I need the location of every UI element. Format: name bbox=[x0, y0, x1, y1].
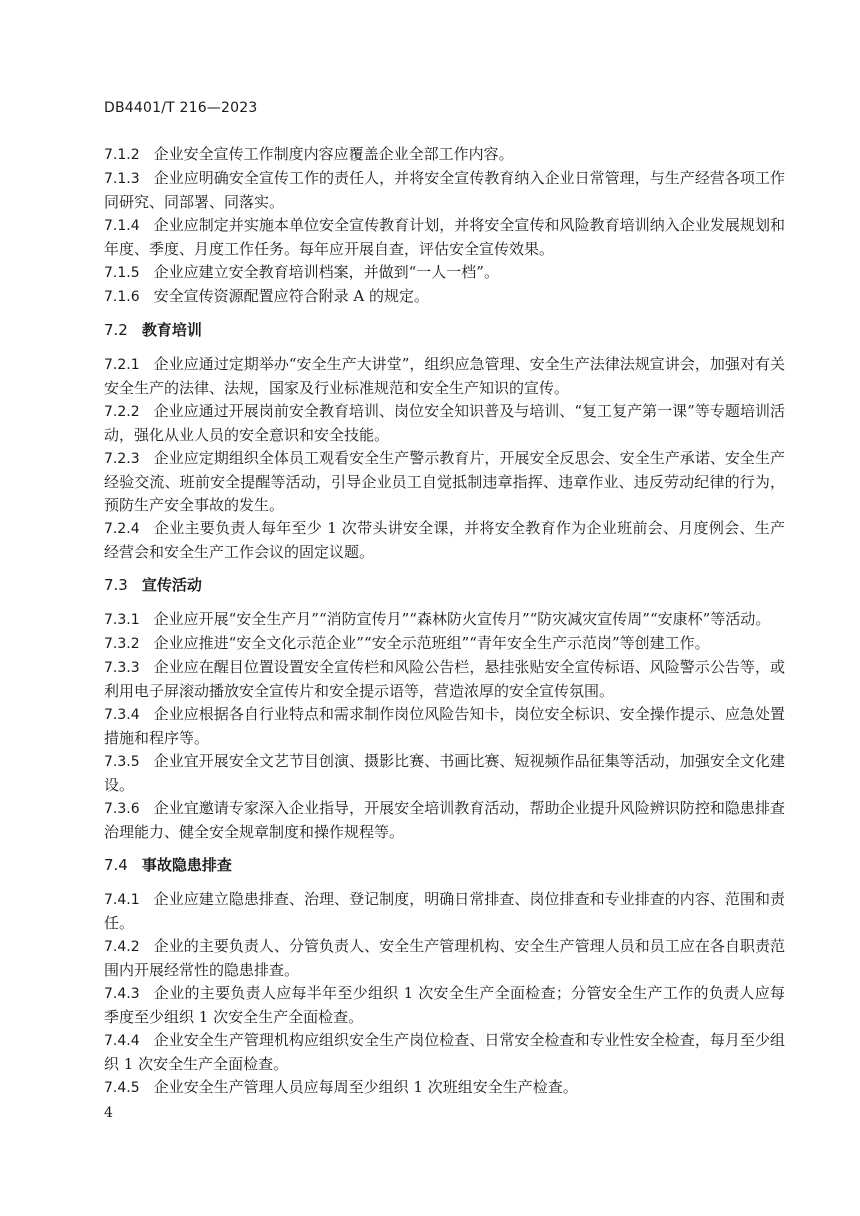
section-heading-7-4: 7.4 事故隐患排查 bbox=[104, 856, 232, 874]
section-heading-7-2: 7.2 教育培训 bbox=[104, 321, 202, 339]
clause-7-1-6: 7.1.6 安全宣传资源配置应符合附录 A 的规定。 bbox=[104, 287, 429, 305]
clause-7-2-4: 7.2.4 企业主要负责人每年至少 1 次带头讲安全课，并将安全教育作为企业班前会、月度例会、生产经营会和安全生产工作会议的固定议题。 bbox=[104, 519, 785, 561]
clause-7-4-1: 7.4.1 企业应建立隐患排查、治理、登记制度，明确日常排查、岗位排查和专业排查的内容、范围和责任。 bbox=[104, 890, 785, 932]
page-number: 4 bbox=[104, 1105, 113, 1121]
clause-7-3-3: 7.3.3 企业应在醒目位置设置安全宣传栏和风险公告栏，悬挂张贴安全宣传标语、风险警示公告等，或利用电子屏滚动播放安全宣传片和安全提示语等，营造浓厚的安全宣传氛围。 bbox=[104, 658, 785, 700]
clause-7-2-1: 7.2.1 企业应通过定期举办“安全生产大讲堂”，组织应急管理、安全生产法律法规宣讲会，加强对有关安全生产的法律、法规，国家及行业标准规范和安全生产知识的宣传。 bbox=[104, 355, 785, 397]
clause-7-1-3: 7.1.3 企业应明确安全宣传工作的责任人，并将安全宣传教育纳入企业日常管理，与生产经营各项工作同研究、同部署、同落实。 bbox=[104, 169, 785, 211]
clause-7-4-3: 7.4.3 企业的主要负责人应每半年至少组织 1 次安全生产全面检查；分管安全生产工作的负责人应每季度至少组织 1 次安全生产全面检查。 bbox=[104, 984, 785, 1026]
clause-7-3-2: 7.3.2 企业应推进“安全文化示范企业”“安全示范班组”“青年安全生产示范岗”等创建工作。 bbox=[104, 634, 710, 652]
clause-7-3-1: 7.3.1 企业应开展“安全生产月”“消防宣传月”“森林防火宣传月”“防灾减灾宣传周”“安康杯”等活动。 bbox=[104, 610, 771, 628]
section-heading-7-3: 7.3 宣传活动 bbox=[104, 576, 202, 594]
clause-7-4-4: 7.4.4 企业安全生产管理机构应组织安全生产岗位检查、日常安全检查和专业性安全检查，每月至少组织 1 次安全生产全面检查。 bbox=[104, 1031, 785, 1073]
clause-7-2-2: 7.2.2 企业应通过开展岗前安全教育培训、岗位安全知识普及与培训、“复工复产第一课”等专题培训活动，强化从业人员的安全意识和安全技能。 bbox=[104, 402, 785, 444]
clause-7-2-3: 7.2.3 企业应定期组织全体员工观看安全生产警示教育片，开展安全反思会、安全生产承诺、安全生产经验交流、班前安全提醒等活动，引导企业员工自觉抵制违章指挥、违章作业、违反劳动纪律的行为，预防生产安全事故的发生。 bbox=[104, 449, 785, 514]
clause-7-3-5: 7.3.5 企业宜开展安全文艺节目创演、摄影比赛、书画比赛、短视频作品征集等活动，加强安全文化建设。 bbox=[104, 752, 785, 794]
clause-7-4-2: 7.4.2 企业的主要负责人、分管负责人、安全生产管理机构、安全生产管理人员和员工应在各自职责范围内开展经常性的隐患排查。 bbox=[104, 937, 785, 979]
document-code: DB4401/T 216—2023 bbox=[104, 100, 258, 116]
clause-7-1-5: 7.1.5 企业应建立安全教育培训档案，并做到“一人一档”。 bbox=[104, 263, 499, 281]
clause-7-1-4: 7.1.4 企业应制定并实施本单位安全宣传教育计划，并将安全宣传和风险教育培训纳入企业发展规划和年度、季度、月度工作任务。每年应开展自查，评估安全宣传效果。 bbox=[104, 216, 785, 258]
clause-group-7-1 bbox=[104, 143, 785, 309]
clause-7-1-2: 7.1.2 企业安全宣传工作制度内容应覆盖企业全部工作内容。 bbox=[104, 145, 514, 163]
clause-7-3-6: 7.3.6 企业宜邀请专家深入企业指导，开展安全培训教育活动，帮助企业提升风险辨识防控和隐患排查治理能力、健全安全规章制度和操作规程等。 bbox=[104, 799, 785, 841]
clause-7-3-4: 7.3.4 企业应根据各自行业特点和需求制作岗位风险告知卡，岗位安全标识、安全操作提示、应急处置措施和程序等。 bbox=[104, 705, 785, 747]
document-body bbox=[104, 143, 785, 1100]
clause-7-4-5: 7.4.5 企业安全生产管理人员应每周至少组织 1 次班组安全生产检查。 bbox=[104, 1078, 578, 1096]
